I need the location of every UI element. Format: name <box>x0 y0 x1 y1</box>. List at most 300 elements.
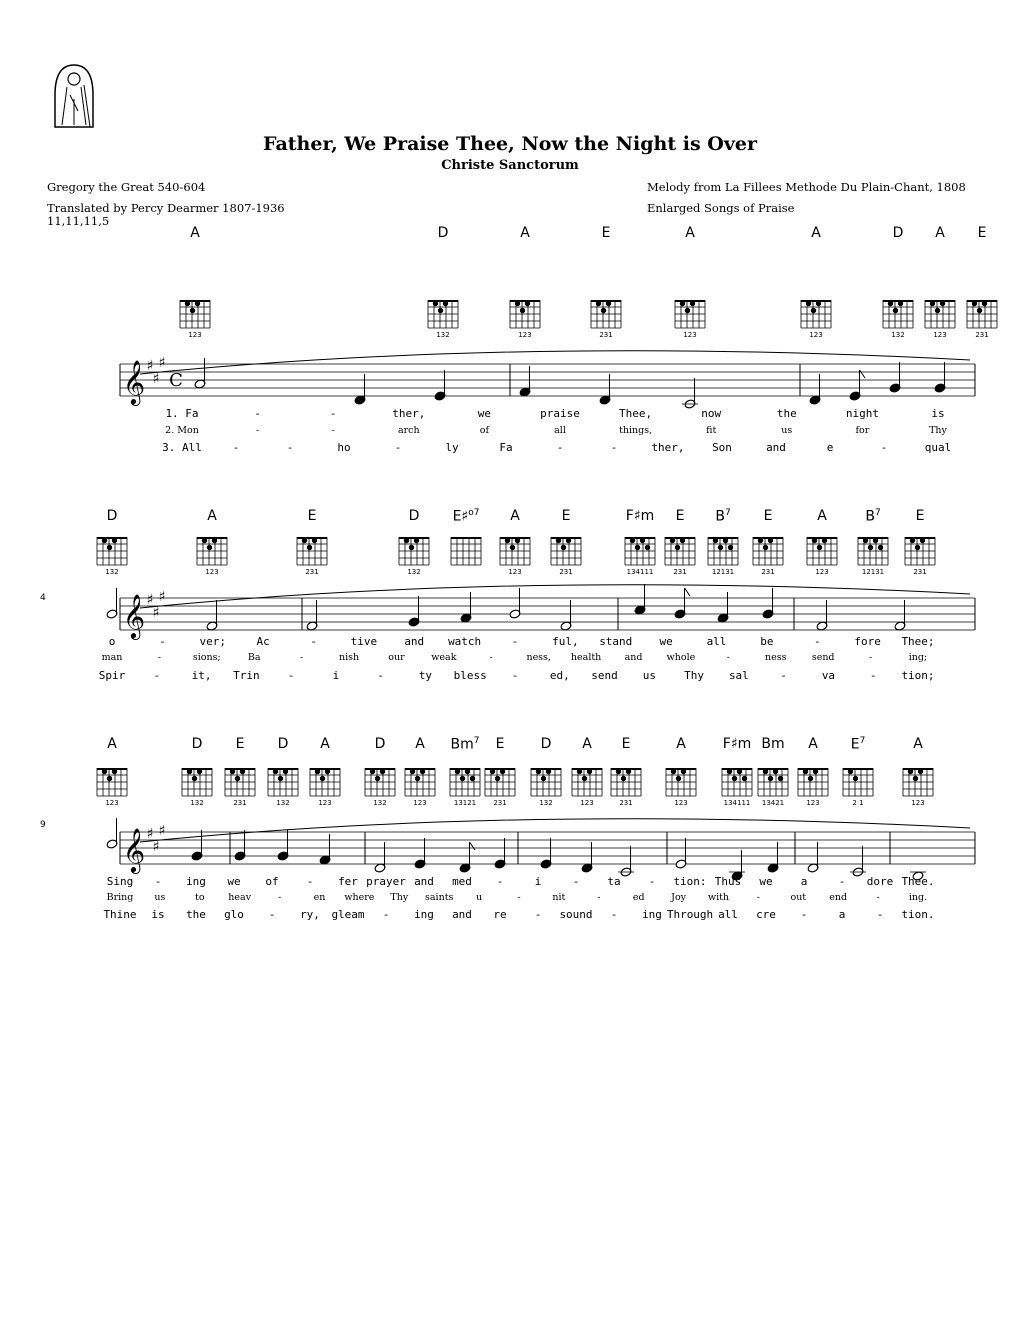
lyric-syllable: - <box>306 875 314 888</box>
lyric-syllable: a <box>838 908 846 921</box>
finger-dot <box>601 308 605 312</box>
chord-extension: 7 <box>473 736 480 746</box>
chord-nut <box>399 537 429 539</box>
finger-numbers: 231 <box>975 331 989 339</box>
chord-extension: o7 <box>468 508 480 518</box>
finger-numbers: 132 <box>105 568 119 576</box>
lyric-syllable: - <box>300 652 304 663</box>
chord-symbol <box>626 508 654 524</box>
lyric-syllable: - <box>382 908 390 921</box>
finger-dot <box>202 538 206 542</box>
lyric-syllable: Thy <box>390 892 409 903</box>
sharp-c: ♯ <box>152 371 160 387</box>
lyric-syllable: ta <box>607 875 621 888</box>
lyric-syllable: - <box>310 635 317 648</box>
lyric-syllable: and <box>414 875 434 888</box>
lyric-syllable: ness <box>765 652 787 663</box>
lyric-syllable: 2. Mon <box>165 425 199 436</box>
chord-symbol <box>453 508 480 525</box>
lyric-syllable: and <box>624 652 643 663</box>
lyric-syllable: - <box>394 441 402 454</box>
lyric-syllable: we <box>227 875 241 888</box>
finger-dot <box>675 545 679 549</box>
finger-dot <box>908 769 912 773</box>
lyric-syllable: ness, <box>526 652 551 663</box>
lyric-syllable: - <box>286 441 294 454</box>
finger-dot <box>616 769 620 773</box>
lyric-syllable: weak <box>431 652 457 663</box>
lyric-syllable: and <box>404 635 425 648</box>
sharp-f: ♯ <box>146 358 154 374</box>
finger-dot <box>312 538 316 542</box>
finger-dot <box>409 545 413 549</box>
chord-name: A <box>817 508 827 524</box>
chord-diagram <box>801 300 831 339</box>
finger-dot <box>433 301 437 305</box>
finger-dot <box>510 545 514 549</box>
lyric-syllable: ful, <box>552 635 579 648</box>
chord-name: B <box>715 508 725 525</box>
finger-numbers: 123 <box>911 799 925 807</box>
finger-dot <box>670 538 674 542</box>
lyric-syllable: - <box>517 892 521 903</box>
lyric-syllable: and <box>766 441 786 454</box>
finger-dot <box>813 769 817 773</box>
chord-symbol <box>685 225 695 241</box>
lyric-syllable: Sing <box>106 875 134 888</box>
chord-extension: 7 <box>724 508 731 518</box>
chord-diagram <box>905 537 935 576</box>
note-flag <box>685 588 691 596</box>
chord-name: A <box>811 225 821 241</box>
lyric-syllable: of <box>479 425 490 436</box>
finger-numbers: 132 <box>373 799 387 807</box>
lyric-syllable: fer <box>338 875 358 888</box>
finger-dot <box>681 769 685 773</box>
lyric-syllable: - <box>648 875 656 888</box>
finger-dot <box>107 776 111 780</box>
lyric-syllable: ho <box>337 441 351 454</box>
lyric-syllable: ing <box>642 908 662 921</box>
sharp-f: ♯ <box>146 826 154 842</box>
finger-numbers: 231 <box>913 568 927 576</box>
lyric-syllable: - <box>511 669 519 682</box>
song-title: Father, We Praise Thee, Now the Night is Over <box>263 133 757 155</box>
lyric-syllable: the <box>776 407 797 420</box>
chord-diagram <box>399 537 429 576</box>
finger-numbers: 231 <box>493 799 507 807</box>
lyric-syllable: - <box>154 875 162 888</box>
lyric-syllable: fit <box>706 425 717 436</box>
finger-dot <box>848 769 852 773</box>
chord-nut <box>180 300 210 302</box>
finger-dot <box>197 769 201 773</box>
chord-nut <box>97 768 127 770</box>
finger-dot <box>863 538 867 542</box>
lyric-syllable: - <box>556 441 564 454</box>
chord-symbol <box>192 736 203 752</box>
finger-dot <box>806 301 810 305</box>
chord-nut <box>625 537 655 539</box>
lyric-syllable: - <box>838 875 846 888</box>
finger-dot <box>495 776 499 780</box>
finger-dot <box>808 776 812 780</box>
measure-number-9: 9 <box>40 820 46 830</box>
note-flag <box>860 370 866 378</box>
chord-symbol <box>723 736 751 752</box>
finger-numbers: 132 <box>891 331 905 339</box>
finger-dot <box>817 545 821 549</box>
lyric-syllable: - <box>496 875 504 888</box>
lyric-syllable: va <box>821 669 836 682</box>
lyric-syllable: we <box>477 407 492 420</box>
finger-dot <box>982 301 986 305</box>
chord-symbol <box>278 736 289 752</box>
lyric-syllable: heav <box>228 892 252 903</box>
lyric-syllable: qual <box>924 441 952 454</box>
chord-symbol <box>913 736 923 752</box>
chord-symbol <box>510 508 520 524</box>
lyric-syllable: i <box>534 875 542 888</box>
finger-numbers: 132 <box>539 799 553 807</box>
chord-diagram <box>365 768 395 807</box>
finger-numbers: 231 <box>559 568 573 576</box>
lyric-syllable: stand <box>599 635 633 648</box>
lyric-syllable: e <box>826 441 834 454</box>
chord-symbol <box>978 225 987 241</box>
finger-dot <box>102 538 106 542</box>
finger-dot <box>893 308 897 312</box>
lyric-syllable: we <box>659 635 673 648</box>
finger-numbers: 2 1 <box>852 799 864 807</box>
lyric-syllable: ed, <box>549 669 570 682</box>
chord-diagram <box>611 768 641 807</box>
finger-dot <box>404 538 408 542</box>
chord-symbol <box>409 508 420 524</box>
lyric-syllable: ing <box>414 908 434 921</box>
lyric-syllable: ry, <box>300 908 320 921</box>
chord-nut <box>450 768 480 770</box>
finger-dot <box>525 301 529 305</box>
chord-symbol <box>375 736 386 752</box>
chord-name: E <box>601 225 611 241</box>
chord-name: E <box>915 508 925 524</box>
chord-nut <box>531 768 561 770</box>
lyric-syllable: tion: <box>673 875 707 888</box>
finger-dot <box>723 538 727 542</box>
chord-name: A <box>685 225 695 241</box>
chord-name: Bm <box>450 736 474 753</box>
chord-symbol <box>562 508 571 524</box>
finger-dot <box>758 538 762 542</box>
finger-dot <box>626 769 630 773</box>
meter: 11,11,11,5 <box>47 214 110 228</box>
chord-nut <box>666 768 696 770</box>
lyric-syllable: to <box>195 892 205 903</box>
finger-dot <box>630 538 634 542</box>
chord-name: A <box>935 225 945 241</box>
chord-nut <box>883 300 913 302</box>
lyric-syllable: med <box>452 875 472 888</box>
finger-numbers: 123 <box>815 568 829 576</box>
lyric-syllable: night <box>845 407 879 420</box>
lyric-syllable: ing; <box>908 652 928 663</box>
lyric-syllable: praise <box>540 407 580 420</box>
finger-dot <box>455 769 459 773</box>
chord-diagram <box>180 300 210 339</box>
chord-name: F♯m <box>722 736 752 752</box>
lyric-syllable: prayer <box>366 875 406 888</box>
finger-numbers: 231 <box>619 799 633 807</box>
lyric-syllable: gleam <box>331 908 365 921</box>
chord-name: E <box>763 508 773 524</box>
chord-diagram <box>182 768 212 807</box>
chord-symbol <box>893 225 904 241</box>
chord-symbol <box>808 736 818 752</box>
finger-dot <box>207 545 211 549</box>
chord-nut <box>722 768 752 770</box>
sharp-f: ♯ <box>146 592 154 608</box>
finger-dot <box>420 769 424 773</box>
chord-symbol <box>715 508 730 525</box>
chord-symbol <box>520 225 530 241</box>
finger-dot <box>515 301 519 305</box>
lyric-syllable: where <box>344 892 375 903</box>
lyric-syllable: - <box>153 669 161 682</box>
chord-diagram <box>500 537 530 576</box>
lyric-syllable: - <box>232 441 240 454</box>
finger-dot <box>500 769 504 773</box>
chord-symbol <box>935 225 945 241</box>
finger-dot <box>240 769 244 773</box>
treble-clef: 𝄞 <box>122 360 146 404</box>
finger-dot <box>676 776 680 780</box>
chord-diagram <box>708 537 738 576</box>
finger-dot <box>315 769 319 773</box>
lyric-syllable: man <box>101 652 123 663</box>
finger-dot <box>375 776 379 780</box>
finger-dot <box>520 308 524 312</box>
chord-nut <box>967 300 997 302</box>
lyric-syllable: - <box>880 441 888 454</box>
lyric-syllable: out <box>790 892 807 903</box>
chord-diagram <box>572 768 602 807</box>
chord-nut <box>510 300 540 302</box>
chord-name: A <box>676 736 686 752</box>
chord-nut <box>591 300 621 302</box>
lyric-syllable: - <box>331 425 335 436</box>
chord-nut <box>801 300 831 302</box>
treble-clef: 𝄞 <box>122 594 146 638</box>
finger-numbers: 123 <box>683 331 697 339</box>
finger-numbers: 231 <box>599 331 613 339</box>
finger-dot <box>490 769 494 773</box>
finger-numbers: 123 <box>205 568 219 576</box>
finger-dot <box>918 769 922 773</box>
lyric-syllable: 1. Fa <box>165 407 199 420</box>
chord-nut <box>500 537 530 539</box>
finger-dot <box>915 545 919 549</box>
chord-nut <box>925 300 955 302</box>
chord-name: A <box>510 508 520 524</box>
chord-nut <box>843 768 873 770</box>
chord-nut <box>551 537 581 539</box>
lyric-syllable: - <box>610 441 618 454</box>
sharp-c: ♯ <box>152 605 160 621</box>
chord-diagram <box>297 537 327 576</box>
chord-nut <box>665 537 695 539</box>
chord-diagram <box>758 768 788 807</box>
treble-clef: 𝄞 <box>122 828 146 872</box>
chord-nut <box>197 537 227 539</box>
chord-symbol <box>676 508 685 524</box>
chord-diagram <box>97 537 127 576</box>
chord-diagram <box>551 537 581 576</box>
chord-name: E <box>977 225 987 241</box>
finger-dot <box>728 545 732 549</box>
chord-name: B <box>865 508 875 525</box>
finger-dot <box>778 776 782 780</box>
lyric-syllable: sound <box>559 908 593 921</box>
finger-dot <box>773 769 777 773</box>
finger-dot <box>566 538 570 542</box>
chord-diagram <box>666 768 696 807</box>
finger-numbers: 231 <box>761 568 775 576</box>
chord-symbol <box>107 508 118 524</box>
chord-name: E <box>850 736 860 753</box>
translator-credit: Translated by Percy Dearmer 1807-1936 <box>47 201 285 215</box>
finger-numbers: 123 <box>674 799 688 807</box>
chord-name: E <box>235 736 245 752</box>
lyric-syllable: the <box>186 908 206 921</box>
lyric-syllable: be <box>760 635 774 648</box>
chord-nut <box>405 768 435 770</box>
chord-diagram <box>97 768 127 807</box>
chord-symbol <box>817 508 827 524</box>
lyric-syllable: and <box>452 908 472 921</box>
finger-dot <box>546 769 550 773</box>
finger-dot <box>582 776 586 780</box>
finger-numbers: 132 <box>190 799 204 807</box>
lyric-syllable: end <box>829 892 848 903</box>
lyric-syllable: things, <box>619 425 653 436</box>
chord-name: A <box>520 225 530 241</box>
finger-dot <box>621 776 625 780</box>
composer-credit: Melody from La Fillees Methode Du Plain-Chant, 1808 <box>647 180 966 194</box>
chord-symbol <box>207 508 217 524</box>
lyric-syllable: - <box>756 892 760 903</box>
chord-nut <box>708 537 738 539</box>
finger-numbers: 12131 <box>711 568 735 576</box>
finger-dot <box>112 538 116 542</box>
chord-name: Bm <box>761 736 785 752</box>
finger-dot <box>561 545 565 549</box>
finger-dot <box>320 776 324 780</box>
finger-dot <box>577 769 581 773</box>
lyric-syllable: Thy <box>929 425 947 436</box>
chord-name: A <box>913 736 923 752</box>
finger-dot <box>212 538 216 542</box>
finger-numbers: 13421 <box>761 799 785 807</box>
lyric-syllable: all <box>718 908 738 921</box>
lyric-syllable: - <box>254 407 261 420</box>
finger-numbers: 231 <box>673 568 687 576</box>
finger-dot <box>935 308 939 312</box>
lyric-syllable: a <box>800 875 808 888</box>
chord-diagram <box>722 768 752 807</box>
chord-nut <box>225 768 255 770</box>
lyric-syllable: ther, <box>392 407 426 420</box>
lyric-syllable: sions; <box>192 652 221 663</box>
chord-symbol <box>622 736 631 752</box>
lyric-syllable: ver; <box>199 635 226 648</box>
chord-diagram <box>903 768 933 807</box>
chord-nut <box>572 768 602 770</box>
lyric-syllable: ed <box>632 892 645 903</box>
finger-numbers: 231 <box>305 568 319 576</box>
sharp-c: ♯ <box>152 839 160 855</box>
finger-dot <box>187 769 191 773</box>
chord-nut <box>428 300 458 302</box>
finger-dot <box>671 769 675 773</box>
sharp-g: ♯ <box>158 589 166 605</box>
finger-dot <box>230 769 234 773</box>
finger-dot <box>470 776 474 780</box>
lyric-syllable: o <box>108 635 116 648</box>
chord-diagram <box>798 768 828 807</box>
finger-dot <box>587 769 591 773</box>
finger-dot <box>460 776 464 780</box>
finger-dot <box>680 538 684 542</box>
finger-dot <box>185 301 189 305</box>
lyric-syllable: - <box>277 892 282 903</box>
finger-dot <box>410 769 414 773</box>
finger-dot <box>685 308 689 312</box>
finger-dot <box>283 769 287 773</box>
lyric-syllable: - <box>780 669 787 682</box>
phrase-slur <box>140 819 970 842</box>
lyric-syllable: - <box>157 652 162 663</box>
chord-name: A <box>207 508 217 524</box>
lyric-syllable: fore <box>854 635 881 648</box>
finger-numbers: 123 <box>105 799 119 807</box>
chord-name: D <box>191 736 203 752</box>
chord-diagram <box>485 768 515 807</box>
chord-extension: 7 <box>859 736 866 746</box>
lyric-syllable: - <box>511 635 519 648</box>
finger-numbers: 132 <box>436 331 450 339</box>
chord-name: A <box>190 225 200 241</box>
lyric-syllable: - <box>287 669 295 682</box>
chord-symbol <box>916 508 925 524</box>
chord-extension: 7 <box>874 508 881 518</box>
chord-diagram <box>591 300 621 339</box>
lyric-syllable: Thee. <box>901 875 935 888</box>
chord-symbol <box>764 508 773 524</box>
chord-diagram <box>843 768 873 807</box>
finger-dot <box>596 301 600 305</box>
finger-dot <box>414 538 418 542</box>
lyric-syllable: cre <box>756 908 776 921</box>
finger-dot <box>732 776 736 780</box>
finger-dot <box>930 301 934 305</box>
finger-numbers: 123 <box>413 799 427 807</box>
lyric-syllable: i <box>332 669 340 682</box>
finger-numbers: 123 <box>508 568 522 576</box>
finger-dot <box>536 769 540 773</box>
finger-dot <box>515 538 519 542</box>
chord-diagram <box>883 300 913 339</box>
